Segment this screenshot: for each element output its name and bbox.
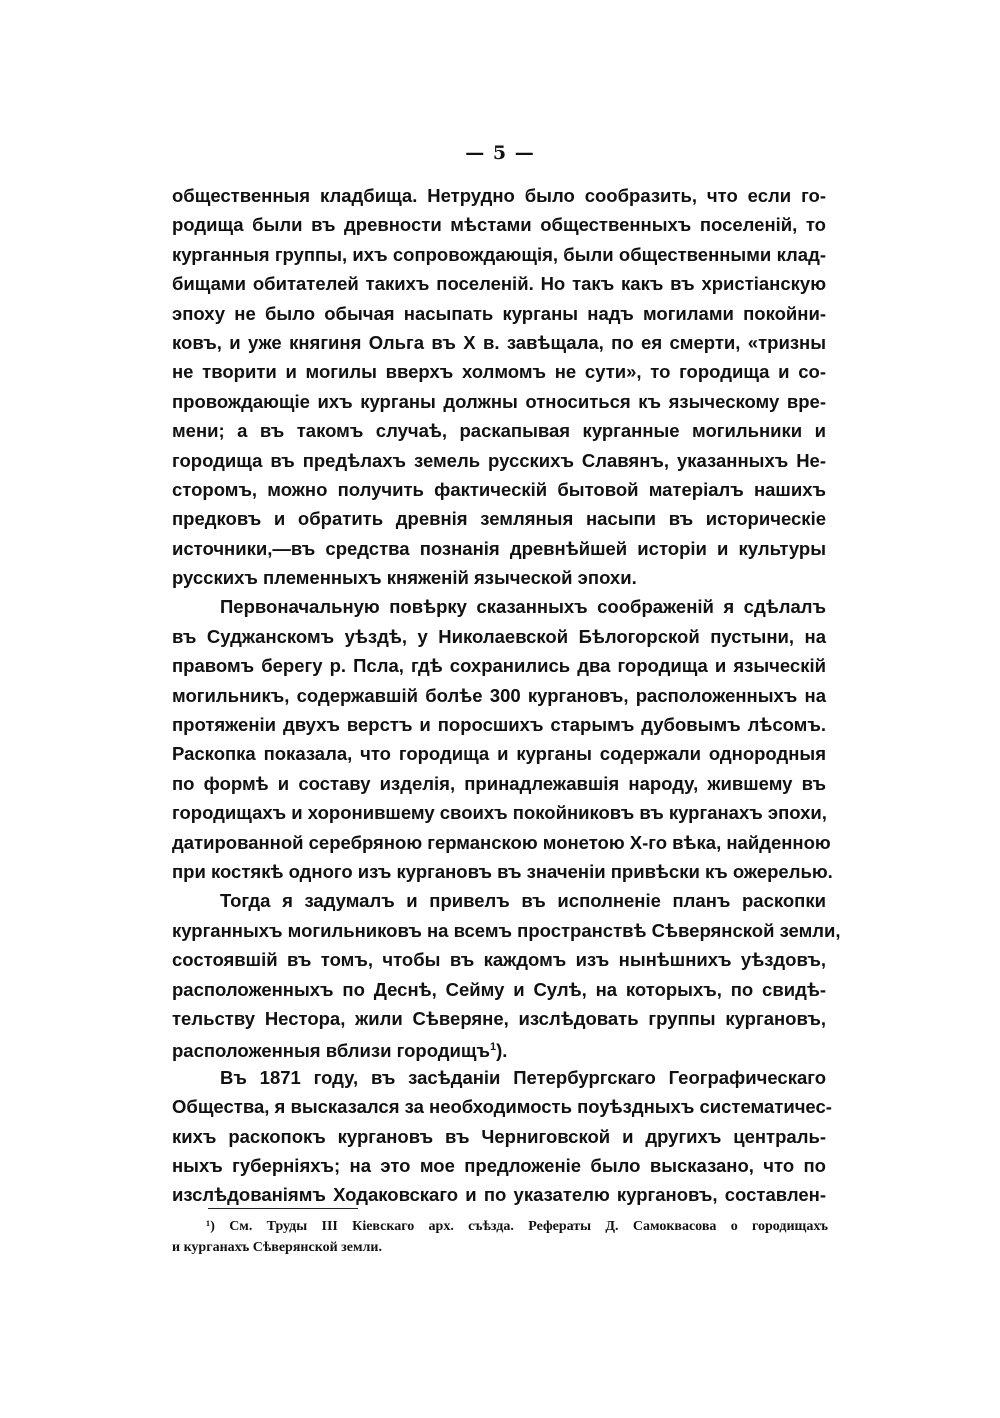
- text-line: расположенныхъ по Деснѣ, Сейму и Сулѣ, на которыхъ, по свидѣ-: [172, 978, 826, 1000]
- text-line: курганныхъ могильниковъ на всемъ пространствѣ Сѣверянской земли,: [172, 919, 841, 941]
- text-line: не творити и могилы вверхъ холмомъ не сути», то городища и со-: [172, 361, 826, 383]
- text-line: провождающіе ихъ курганы должны относиться къ языческому вре-: [172, 390, 826, 412]
- footnote-text: См. Труды III Кіевскаго арх. съѣзда. Рефераты Д. Самоквасова о городищахъ: [229, 1219, 828, 1234]
- text-line: ковъ, и уже княгиня Ольга въ X в. завѣщала, по ея смерти, «тризны: [172, 331, 826, 353]
- paragraph-end-line: при костякѣ одного изъ кургановъ въ значеніи привѣски къ ожерелью.: [172, 860, 833, 882]
- text-line: городища въ предѣлахъ земель русскихъ Славянъ, указанныхъ Не-: [172, 449, 826, 471]
- footnote: [172, 1216, 828, 1258]
- text-line: состоявшій въ томъ, чтобы въ каждомъ изъ нынѣшнихъ уѣздовъ,: [172, 949, 826, 971]
- text-line: мени; а въ такомъ случаѣ, раскапывая курганные могильники и: [172, 420, 826, 442]
- text-line: предковъ и обратить древнія земляныя насыпи въ историческіе: [172, 508, 826, 530]
- text-line: тельству Нестора, жили Сѣверяне, изслѣдовать группы кургановъ,: [172, 1007, 826, 1029]
- page-number: — 5 —: [465, 142, 535, 164]
- footnote-label: ¹): [206, 1219, 215, 1234]
- text-line: изслѣдованіямъ Ходаковскаго и по указателю кургановъ, составлен-: [172, 1184, 826, 1206]
- paragraph-start-line: Тогда я задумалъ и привелъ въ исполненіе планъ раскопки: [220, 890, 826, 912]
- text-line: датированной серебряною германскою монетою X-го вѣка, найденною: [172, 831, 831, 853]
- paragraph-start-line: Въ 1871 году, въ засѣданіи Петербургскаго Географическаго: [220, 1066, 826, 1088]
- text-line: въ Суджанскомъ уѣздѣ, у Николаевской Бѣлогорской пустыни, на: [172, 625, 826, 647]
- text-line: источники,—въ средства познанія древнѣйшей исторіи и культуры: [172, 537, 826, 559]
- footnote-ref-close: ).: [496, 1040, 508, 1062]
- text-line: Раскопка показала, что городища и курганы содержали однородныя: [172, 743, 826, 765]
- text-line: по формѣ и составу изделія, принадлежавшія народу, жившему въ: [172, 772, 826, 794]
- text-line: бищами обитателей такихъ поселеній. Но такъ какъ въ христіанскую: [172, 273, 826, 295]
- footnote-line: и курганахъ Сѣверянской земли.: [172, 1240, 382, 1255]
- line-text: расположенныя вблизи городищъ: [172, 1040, 490, 1062]
- footnote-line: [172, 1216, 828, 1237]
- text-line: могильникъ, содержавшій болѣе 300 кургановъ, расположенныхъ на: [172, 684, 826, 706]
- text-line: ныхъ губерніяхъ; на это мое предложеніе было высказано, что по: [172, 1154, 826, 1176]
- text-line: курганныя группы, ихъ сопровождающія, были общественными клад-: [172, 243, 826, 265]
- text-line: правомъ берегу р. Псла, гдѣ сохранились два городища и языческій: [172, 655, 826, 677]
- footnote-divider: [208, 1208, 358, 1209]
- text-line: кихъ раскопокъ кургановъ въ Черниговской и другихъ централь-: [172, 1125, 826, 1147]
- text-line: городищахъ и хоронившему своихъ покойниковъ въ курганахъ эпохи,: [172, 802, 827, 824]
- text-line: эпоху не было обычая насыпать курганы надъ могилами покойни-: [172, 302, 826, 324]
- text-line: протяженіи двухъ верстъ и поросшихъ старымъ дубовымъ лѣсомъ.: [172, 714, 826, 736]
- paragraph-end-line: русскихъ племенныхъ княженій языческой эпохи.: [172, 567, 637, 589]
- paragraph-start-line: Первоначальную повѣрку сказанныхъ соображеній я сдѣлалъ: [220, 596, 826, 618]
- text-line: Общества, я высказался за необходимость поуѣздныхъ систематичес-: [172, 1096, 832, 1118]
- body-text: [172, 181, 841, 1210]
- paragraph-end-line: [172, 1033, 826, 1062]
- footnote-marker[interactable]: 1: [489, 1041, 497, 1054]
- text-line: сторомъ, можно получить фактическій бытовой матеріалъ нашихъ: [172, 478, 826, 500]
- text-line: общественныя кладбища. Нетрудно было сообразить, что если го-: [172, 185, 826, 206]
- text-line: родища были въ древности мѣстами общественныхъ поселеній, то: [172, 214, 826, 236]
